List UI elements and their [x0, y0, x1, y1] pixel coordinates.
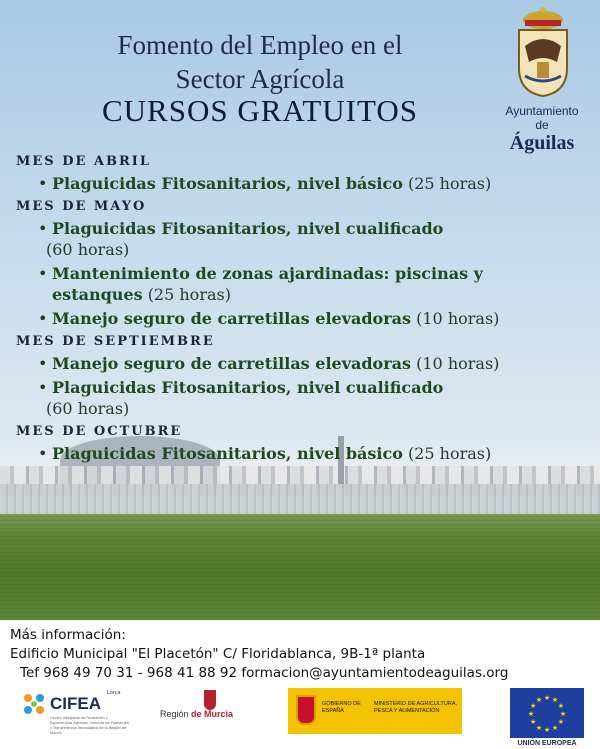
contact-info — [10, 626, 595, 683]
course-hours: (60 horas) — [46, 240, 130, 259]
eu-star-icon: ★ — [557, 702, 565, 710]
eu-star-icon: ★ — [535, 723, 543, 732]
course-item — [16, 263, 576, 305]
eu-star-icon: ★ — [551, 696, 559, 705]
course-hours: (60 horas) — [46, 399, 130, 418]
eu-star-icon: ★ — [529, 718, 537, 726]
murcia-shield-icon — [204, 690, 216, 710]
poster-title — [40, 28, 480, 96]
ayuntamiento-line: Ayuntamiento — [505, 104, 579, 118]
course-name-cont: estanques — [52, 285, 143, 304]
sponsor-logos — [0, 688, 600, 749]
month-heading: MES DE ABRIL — [16, 154, 152, 169]
crop-field — [0, 514, 600, 620]
bullet-icon: • — [38, 219, 48, 238]
eu-star-icon: ★ — [543, 694, 551, 702]
course-hours: (25 horas) — [407, 444, 492, 463]
eu-star-icon: ★ — [551, 723, 559, 732]
region-murcia-logo — [160, 690, 260, 740]
greenhouses — [0, 484, 600, 516]
cifea-mark-icon — [22, 692, 46, 716]
course-name: Manejo seguro de carretillas elevadoras — [52, 309, 412, 328]
month-heading: MES DE SEPTIEMBRE — [16, 334, 215, 349]
course-name: Plaguicidas Fitosanitarios, nivel cualificado — [52, 219, 444, 238]
eu-star-icon: ★ — [559, 710, 567, 718]
eu-flag-icon — [510, 688, 584, 738]
ministerio-label: MINISTERIO DE AGRICULTURA, PESCA Y ALIMENTACIÓN — [374, 701, 458, 714]
bullet-icon: • — [38, 264, 48, 283]
spain-coat-icon — [296, 695, 316, 725]
bullet-icon: • — [38, 354, 48, 373]
course-item — [16, 353, 576, 374]
ayuntamiento-de: de — [535, 118, 549, 132]
course-item — [16, 377, 576, 419]
gobierno-espana-logo — [288, 688, 462, 734]
course-name: Plaguicidas Fitosanitarios, nivel básico — [52, 444, 403, 463]
course-item — [16, 173, 576, 194]
ayuntamiento-town: Águilas — [509, 132, 575, 154]
cifea-name: CIFEA — [50, 694, 101, 713]
eu-star-icon: ★ — [527, 710, 535, 718]
month-heading: MES DE OCTUBRE — [16, 424, 183, 439]
course-hours: (10 horas) — [416, 354, 500, 373]
bullet-icon: • — [38, 309, 48, 328]
course-name: Manejo seguro de carretillas elevadoras — [52, 354, 412, 373]
eu-star-icon: ★ — [543, 726, 551, 734]
gob-label: GOBIERNO DE ESPAÑA — [322, 701, 361, 714]
murcia-name: de Murcia — [191, 709, 234, 719]
eu-star-icon: ★ — [535, 696, 543, 705]
info-contact: Tef 968 49 70 31 - 968 41 88 92 formacion@ayuntamientodeaguilas.org — [20, 665, 509, 681]
eu-label: UNIÓN EUROPEA — [517, 740, 577, 747]
bullet-icon: • — [38, 174, 48, 193]
eu-star-icon: ★ — [557, 718, 565, 726]
course-name: Plaguicidas Fitosanitarios, nivel básico — [52, 174, 403, 193]
month-heading: MES DE MAYO — [16, 199, 147, 214]
course-item — [16, 443, 576, 464]
title-line-2: Sector Agrícola — [175, 64, 345, 94]
title-line-1: Fomento del Empleo en el — [117, 30, 403, 60]
course-name: Plaguicidas Fitosanitarios, nivel cualificado — [52, 378, 444, 397]
course-hours: (10 horas) — [416, 309, 500, 328]
course-item — [16, 308, 576, 329]
cifea-city: Lorca — [107, 690, 121, 696]
poster-subtitle: CURSOS GRATUITOS — [101, 93, 419, 128]
bullet-icon: • — [38, 378, 48, 397]
course-item — [16, 218, 576, 260]
course-hours: (25 horas) — [407, 174, 492, 193]
course-schedule — [16, 152, 576, 467]
cifea-description: Centro Integrado de Formación y Experiencias Agrarias. Servicio de Formación y Transferencia Tecnológica de la Región de Murcia — [50, 716, 129, 735]
murcia-region: Región — [160, 709, 189, 719]
coat-of-arms-icon — [513, 6, 573, 98]
eu-star-icon: ★ — [529, 702, 537, 710]
info-label: Más información: — [10, 627, 126, 643]
cifea-logo — [22, 690, 132, 742]
course-name: Mantenimiento de zonas ajardinadas: piscinas y — [52, 264, 483, 283]
course-hours: (25 horas) — [147, 285, 231, 304]
ayuntamiento-logo — [492, 104, 592, 154]
info-address: Edificio Municipal "El Placetón" C/ Floridablanca, 9B-1ª planta — [10, 646, 426, 662]
bullet-icon: • — [38, 444, 48, 463]
